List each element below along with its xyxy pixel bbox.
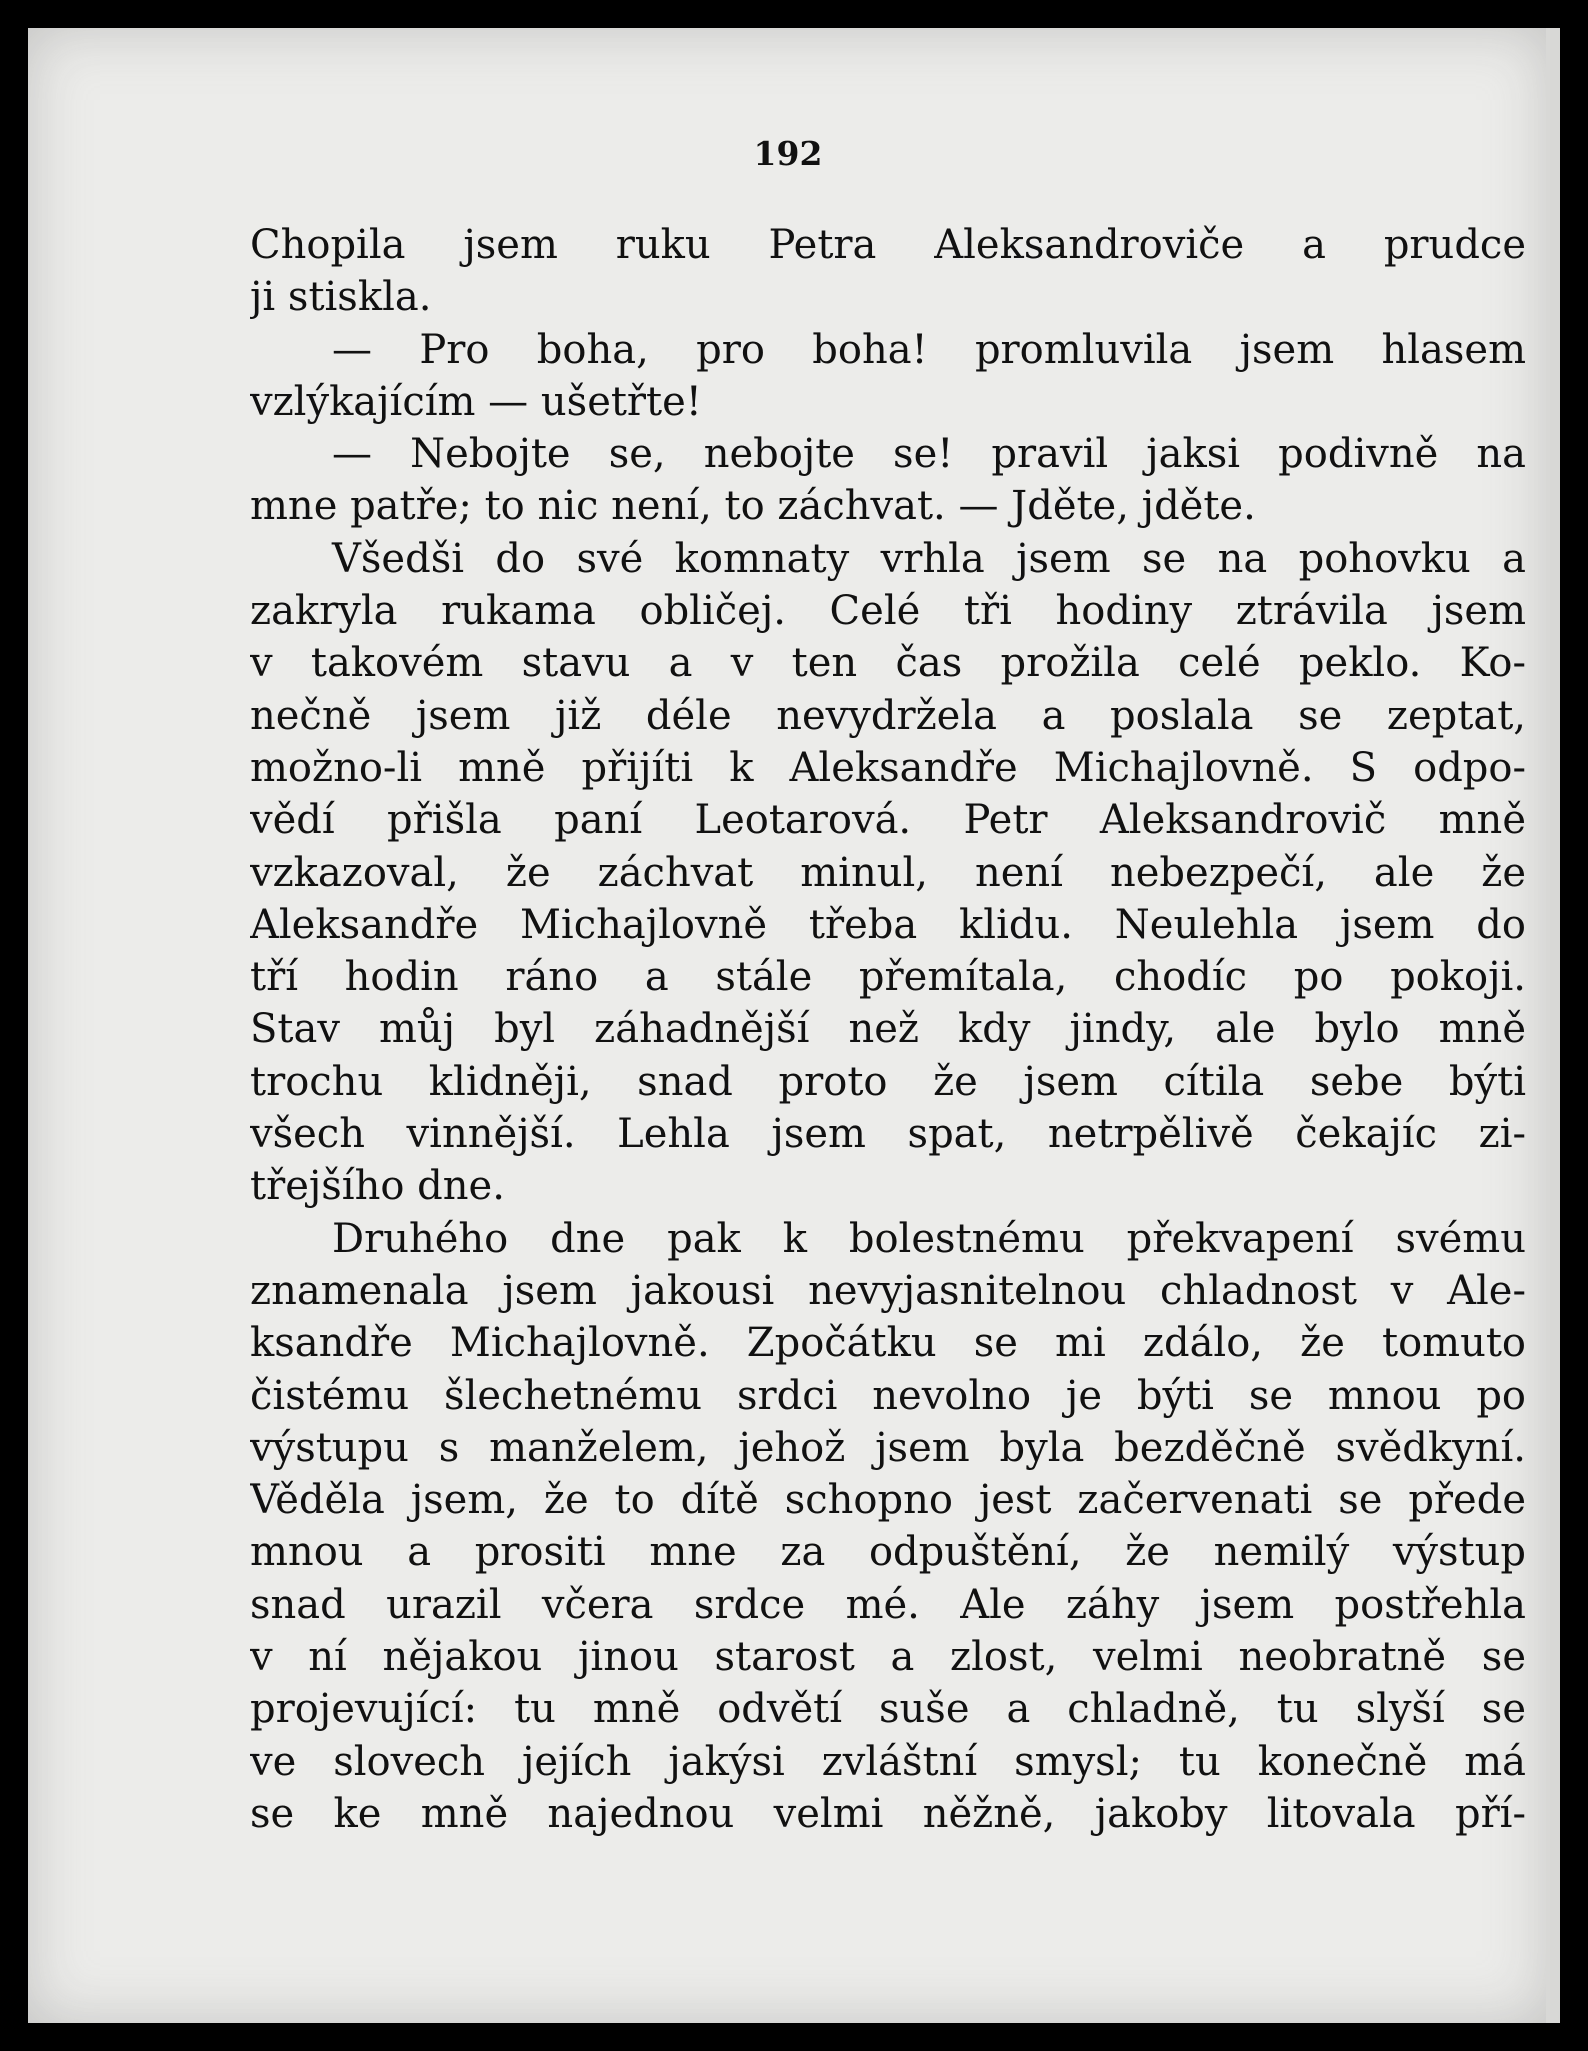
text-line: snad urazil včera srdce mé. Ale záhy jsem postřehla [250,1581,1526,1628]
text-line: — Nebojte se, nebojte se! pravil jaksi podivně na [332,431,1526,478]
text-line: třejšího dne. [250,1163,505,1210]
text-line: — Pro boha, pro boha! promluvila jsem hlasem [332,326,1526,373]
text-line: vzlýkajícím — ušetřte! [250,378,702,425]
text-line: v takovém stavu a v ten čas prožila celé peklo. Ko- [250,640,1526,687]
text-line: projevující: tu mně odvětí suše a chladně, tu slyší se [250,1686,1526,1733]
text-line: výstupu s manželem, jehož jsem byla bezděčně svědkyní. [250,1424,1526,1471]
text-line: trochu klidněji, snad proto že jsem cítila sebe býti [250,1058,1526,1105]
text-line: mne patře; to nic není, to záchvat. — Jděte, jděte. [250,483,1256,530]
text-line: ve slovech jejích jakýsi zvláštní smysl; tu konečně má [250,1738,1526,1785]
text-line: čistému šlechetnému srdci nevolno je býti se mnou po [250,1372,1526,1419]
body-text [250,219,1526,1840]
text-line: Všedši do své komnaty vrhla jsem se na pohovku a [332,535,1526,582]
page-edge [1546,28,1560,2023]
text-line: všech vinnější. Lehla jsem spat, netrpělivě čekajíc zi- [250,1111,1526,1158]
text-line: možno-li mně přijíti k Aleksandře Michajlovně. S odpo- [250,744,1526,791]
page-number: 192 [753,134,823,173]
text-line: znamenala jsem jakousi nevyjasnitelnou chladnost v Ale- [250,1267,1526,1314]
book-page [28,28,1548,2023]
text-line: Druhého dne pak k bolestnému překvapení svému [332,1215,1526,1262]
text-line: nečně jsem již déle nevydržela a poslala se zeptat, [250,692,1526,739]
text-line: Chopila jsem ruku Petra Aleksandroviče a prudce [250,222,1526,268]
text-line: ksandře Michajlovně. Zpočátku se mi zdálo, že tomuto [250,1320,1526,1367]
text-line: ji stiskla. [250,274,432,321]
text-line: vzkazoval, že záchvat minul, není nebezpečí, ale že [250,849,1526,896]
text-line: tří hodin ráno a stále přemítala, chodíc po pokoji. [250,954,1526,1001]
text-line: Aleksandře Michajlovně třeba klidu. Neulehla jsem do [250,901,1526,948]
text-line: Věděla jsem, že to dítě schopno jest začervenati se přede [250,1477,1526,1524]
text-line: Stav můj byl záhadnější než kdy jindy, ale bylo mně [250,1006,1526,1053]
text-line: vědí přišla paní Leotarová. Petr Aleksandrovič mně [250,797,1526,844]
text-line: zakryla rukama obličej. Celé tři hodiny ztrávila jsem [250,588,1526,635]
text-line: mnou a prositi mne za odpuštění, že nemilý výstup [250,1529,1526,1576]
text-line: v ní nějakou jinou starost a zlost, velmi neobratně se [250,1634,1526,1681]
text-line: se ke mně najednou velmi něžně, jakoby litovala pří- [250,1790,1526,1837]
